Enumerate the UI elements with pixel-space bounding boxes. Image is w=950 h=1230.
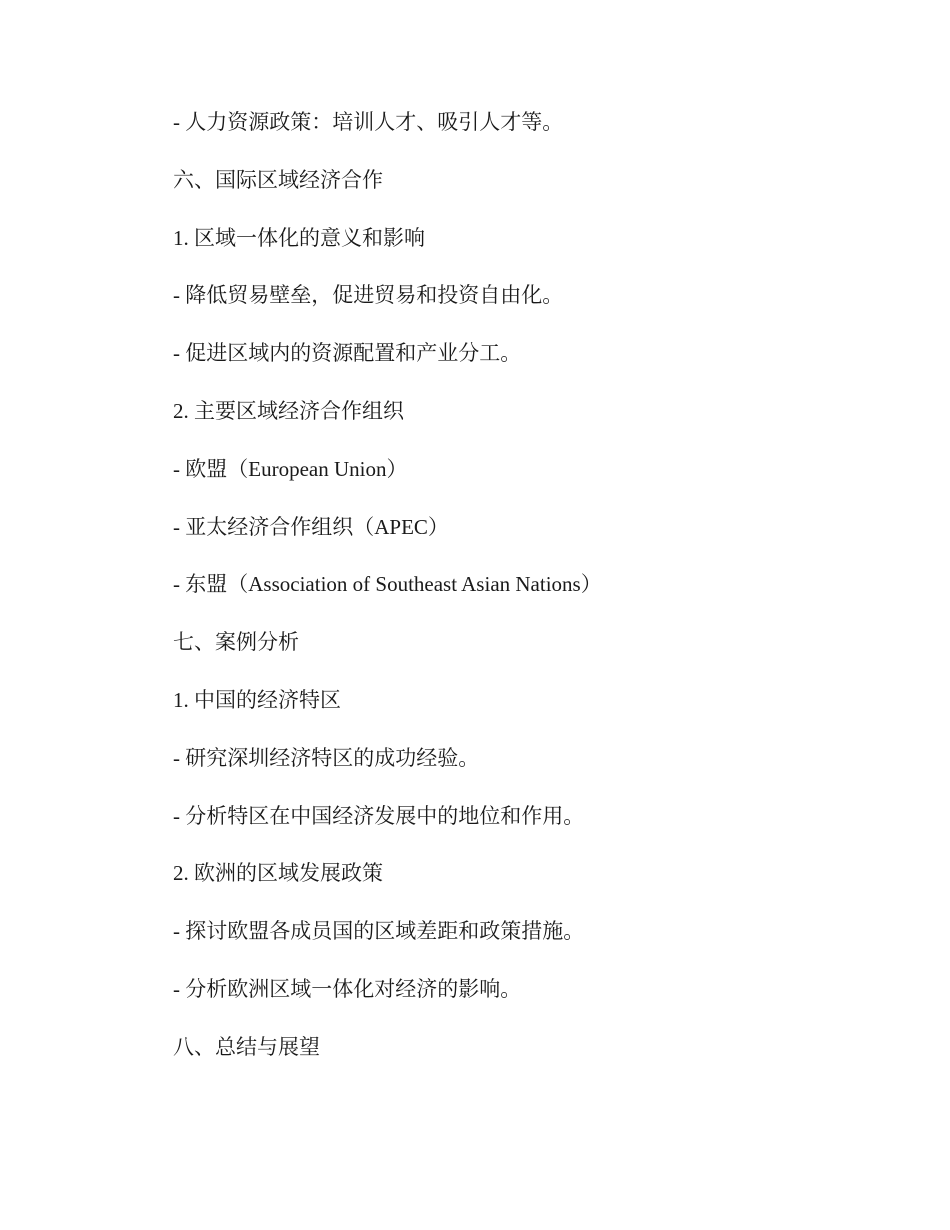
subheading-regional-integration: 1. 区域一体化的意义和影响 [173, 225, 425, 250]
bullet-eu-integration-impact: - 分析欧洲区域一体化对经济的影响。 [173, 976, 522, 1001]
bullet-shenzhen: - 研究深圳经济特区的成功经验。 [173, 745, 480, 770]
bullet-apec: - 亚太经济合作组织（APEC） [173, 514, 449, 539]
subheading-china-sez: 1. 中国的经济特区 [173, 687, 341, 712]
bullet-sez-role: - 分析特区在中国经济发展中的地位和作用。 [173, 803, 585, 828]
bullet-hr-policy: - 人力资源政策：培训人才、吸引人才等。 [173, 110, 564, 134]
bullet-asean: - 东盟（Association of Southeast Asian Nations） [173, 572, 602, 597]
section-heading-6: 六、国际区域经济合作 [173, 167, 383, 192]
bullet-resource-allocation: - 促进区域内的资源配置和产业分工。 [173, 341, 522, 366]
bullet-eu-disparities: - 探讨欧盟各成员国的区域差距和政策措施。 [173, 919, 585, 944]
subheading-organizations: 2. 主要区域经济合作组织 [173, 398, 404, 423]
bullet-eu: - 欧盟（European Union） [173, 456, 408, 481]
document-page [173, 104, 873, 1087]
section-heading-8: 八、总结与展望 [173, 1034, 320, 1059]
section-heading-7: 七、案例分析 [173, 630, 299, 655]
bullet-trade-barriers: - 降低贸易壁垒，促进贸易和投资自由化。 [173, 283, 564, 308]
subheading-europe-policy: 2. 欧洲的区域发展政策 [173, 861, 383, 886]
